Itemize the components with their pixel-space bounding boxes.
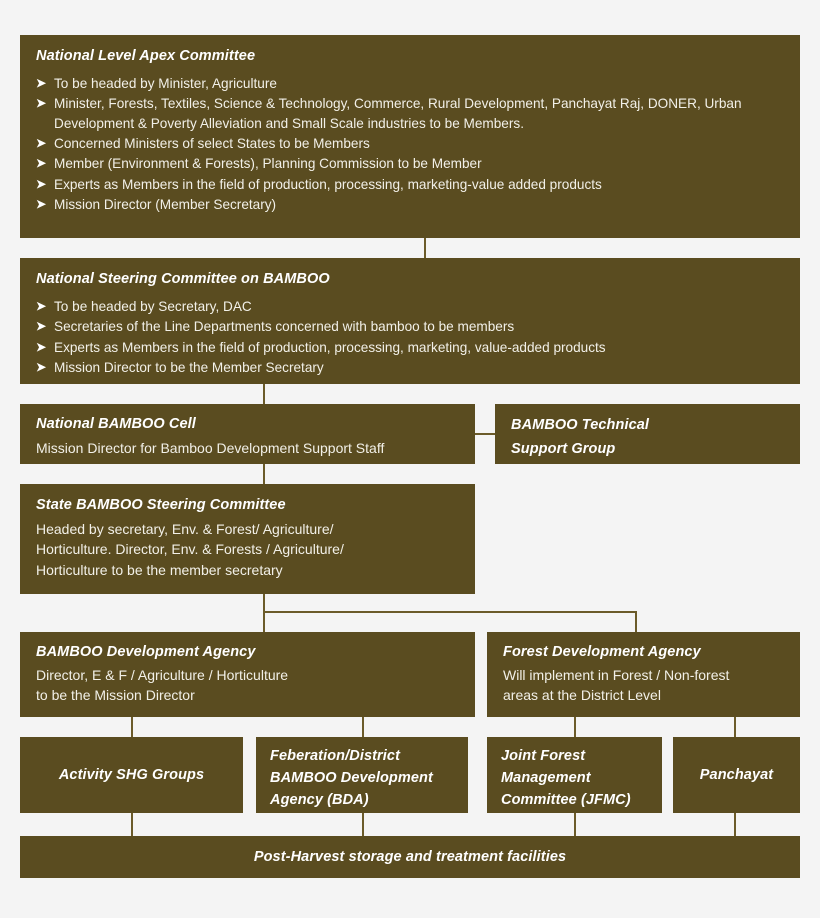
steering-bullet-text: To be headed by Secretary, DAC: [54, 299, 252, 315]
bullet-arrow-icon: ➤: [36, 136, 47, 151]
steering-bullet-text: Mission Director to be the Member Secretary: [54, 360, 324, 376]
node-national-steering-committee: [20, 258, 800, 384]
apex-bullet-text: Minister, Forests, Textiles, Science & Technology, Commerce, Rural Development, Panchayat Raj, DONER, Urban Development & Poverty Alleviation and Small Scale industries to be Members.: [54, 96, 742, 131]
connector-fda-to-panchayat: [734, 717, 736, 737]
bda-line-2: to be the Mission Director: [36, 687, 195, 704]
list-item: [36, 154, 784, 173]
jfmc-title-line3: Committee (JFMC): [501, 792, 631, 809]
apex-bullet-list: [36, 74, 784, 214]
steering-bullet-text: Experts as Members in the field of production, processing, marketing, value-added products: [54, 339, 606, 355]
node-activity-shg-groups: [20, 737, 243, 813]
list-item: [36, 358, 784, 377]
federation-title-line2: BAMBOO Development: [270, 770, 433, 787]
node-forest-development-agency: [487, 632, 800, 717]
tsg-title-line2: Support Group: [511, 441, 616, 458]
list-item: [36, 195, 784, 214]
connector-fda-to-jfmc: [574, 717, 576, 737]
state-line-1: Headed by secretary, Env. & Forest/ Agriculture/: [36, 521, 334, 538]
bullet-arrow-icon: ➤: [36, 76, 47, 91]
apex-bullet-text: Mission Director (Member Secretary): [54, 196, 277, 212]
postharvest-label-wrap: [20, 836, 800, 878]
node-federation-district-bda: [256, 737, 468, 813]
connector-apex-to-steering: [424, 238, 426, 258]
node-state-bamboo-steering-committee: [20, 484, 475, 594]
list-item: [36, 297, 784, 316]
state-line-3: Horticulture to be the member secretary: [36, 561, 283, 578]
fda-line-1: Will implement in Forest / Non-forest: [503, 667, 730, 684]
node-national-bamboo-cell: [20, 404, 475, 464]
connector-panchayat-to-postharvest: [734, 813, 736, 836]
connector-bda-to-federation: [362, 717, 364, 737]
bullet-arrow-icon: ➤: [36, 96, 47, 111]
apex-title: National Level Apex Committee: [36, 48, 256, 64]
steering-title: National Steering Committee on BAMBOO: [36, 271, 330, 287]
panchayat-title: Panchayat: [699, 766, 774, 783]
apex-bullet-text: Member (Environment & Forests), Planning Commission to be Member: [54, 156, 482, 172]
connector-state-split-bar: [263, 611, 637, 613]
bullet-arrow-icon: ➤: [36, 339, 47, 354]
bullet-arrow-icon: ➤: [36, 319, 47, 334]
apex-bullet-text: To be headed by Minister, Agriculture: [54, 76, 277, 92]
bda-title: BAMBOO Development Agency: [36, 644, 256, 660]
node-post-harvest-facilities: [20, 836, 800, 878]
list-item: [36, 175, 784, 194]
connector-steering-to-cell: [263, 384, 265, 404]
jfmc-title-line2: Management: [501, 770, 591, 787]
connector-to-forest-dev-agency: [635, 611, 637, 632]
connector-bda-to-shg: [131, 717, 133, 737]
steering-bullet-list: [36, 297, 784, 377]
federation-title-line3: Agency (BDA): [270, 792, 369, 809]
node-panchayat: [673, 737, 800, 813]
bda-line-1: Director, E & F / Agriculture / Horticulture: [36, 667, 289, 684]
connector-to-bamboo-dev-agency: [263, 611, 265, 632]
shg-title: Activity SHG Groups: [58, 766, 205, 783]
federation-title-line1: Feberation/District: [270, 748, 401, 764]
node-bamboo-technical-support-group: [495, 404, 800, 464]
node-joint-forest-management-committee: [487, 737, 662, 813]
cell-subtitle: Mission Director for Bamboo Development Support Staff: [36, 440, 385, 457]
node-national-level-apex-committee: [20, 35, 800, 238]
list-item: [36, 74, 784, 93]
connector-federation-to-postharvest: [362, 813, 364, 836]
bullet-arrow-icon: ➤: [36, 360, 47, 375]
node-bamboo-development-agency: [20, 632, 475, 717]
bullet-arrow-icon: ➤: [36, 176, 47, 191]
panchayat-label-wrap: [673, 737, 800, 813]
list-item: [36, 134, 784, 153]
fda-line-2: areas at the District Level: [503, 687, 661, 704]
connector-state-down: [263, 594, 265, 612]
connector-shg-to-postharvest: [131, 813, 133, 836]
apex-bullet-text: Experts as Members in the field of production, processing, marketing-value added products: [54, 176, 602, 192]
jfmc-title-line1: Joint Forest: [501, 748, 586, 764]
apex-bullet-text: Concerned Ministers of select States to be Members: [54, 136, 370, 152]
fda-title: Forest Development Agency: [503, 644, 701, 660]
state-line-2: Horticulture. Director, Env. & Forests / Agriculture/: [36, 541, 344, 558]
bullet-arrow-icon: ➤: [36, 299, 47, 314]
postharvest-title: Post-Harvest storage and treatment facilities: [253, 848, 567, 865]
shg-label-wrap: [20, 737, 243, 813]
bullet-arrow-icon: ➤: [36, 156, 47, 171]
list-item: [36, 317, 784, 336]
list-item: [36, 338, 784, 357]
steering-bullet-text: Secretaries of the Line Departments concerned with bamboo to be members: [54, 319, 515, 335]
cell-title: National BAMBOO Cell: [36, 416, 196, 432]
connector-cell-to-technical-support: [475, 433, 495, 435]
connector-cell-to-state: [263, 464, 265, 484]
state-title: State BAMBOO Steering Committee: [36, 497, 286, 513]
list-item: [36, 94, 784, 133]
bullet-arrow-icon: ➤: [36, 196, 47, 211]
tsg-title-line1: BAMBOO Technical: [511, 417, 650, 433]
connector-jfmc-to-postharvest: [574, 813, 576, 836]
